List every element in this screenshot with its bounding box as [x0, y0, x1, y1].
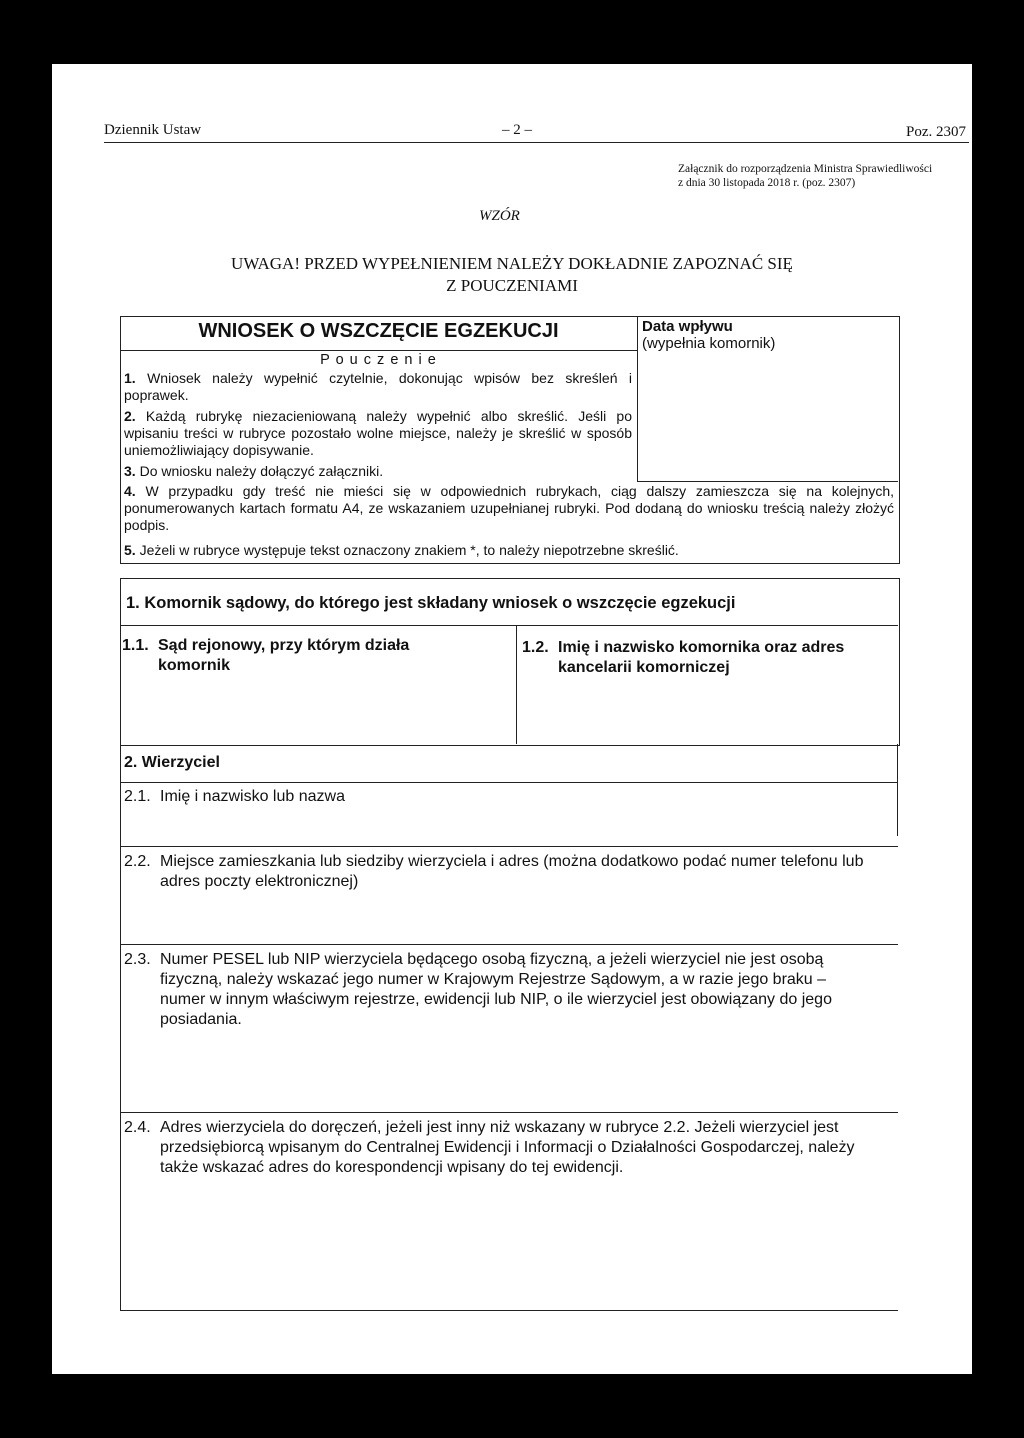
journal-name: Dziennik Ustaw	[104, 122, 202, 138]
instruction-number: 4.	[124, 483, 136, 499]
page-number: – 2 –	[502, 122, 532, 138]
field-number: 2.3.	[124, 951, 151, 968]
field-1-2-label	[522, 638, 894, 676]
field-2-1-label	[124, 787, 894, 807]
section-2-rule	[120, 782, 898, 783]
instruction-number: 3.	[124, 463, 136, 479]
field-1-1-label	[122, 636, 512, 674]
field-2-2-input[interactable]	[122, 894, 897, 942]
field-label: Numer PESEL lub NIP wierzyciela będącego osobą fizyczną, a jeżeli wierzyciel nie jest osobą fizyczną, należy wskazać jego numer w Krajowym Rejestrze Sądowym, a w razie jego braku – numer w innym właściwym rejestrze, ewidencji lub NIP, o ile wierzyciel jest obowiązany do jego posiadania.	[160, 951, 832, 1028]
warning-text	[52, 253, 972, 297]
instruction-1	[124, 370, 632, 404]
field-2-3-input[interactable]	[122, 1039, 897, 1109]
field-label: Imię i nazwisko komornika oraz adres kancelarii komorniczej	[558, 639, 845, 676]
instruction-number: 5.	[124, 542, 136, 558]
template-label: WZÓR	[479, 208, 520, 224]
date-received-label: Data wpływu	[642, 318, 733, 335]
field-2-3-rule	[120, 944, 898, 945]
instruction-text: W przypadku gdy treść nie mieści się w odpowiednich rubrykach, ciąg dalszy zamieszcza się na kolejnych, ponumerowanych kartach formatu A4, ze wskazaniem uzupełnianej rubryki. Pod dodaną do wniosku treścią należy złożyć podpis.	[124, 483, 895, 533]
section-2-bottom-rule	[120, 1310, 898, 1311]
field-1-2-input[interactable]	[518, 684, 898, 744]
annex-note	[678, 162, 932, 190]
form-title: WNIOSEK O WSZCZĘCIE EGZEKUCJI	[198, 320, 559, 342]
field-2-1-input[interactable]	[122, 809, 897, 845]
date-received-box[interactable]	[642, 318, 892, 352]
field-number: 1.2.	[522, 639, 549, 656]
section-2-title: 2. Wierzyciel	[124, 754, 220, 771]
instruction-2	[124, 408, 632, 459]
section-1-rule	[120, 625, 898, 626]
field-2-4-label	[124, 1118, 896, 1176]
document-page	[52, 64, 972, 1374]
section-2-right-border	[897, 744, 898, 836]
date-box-divider	[637, 316, 638, 482]
annex-line-2: z dnia 30 listopada 2018 r. (poz. 2307)	[678, 177, 856, 189]
field-label: Adres wierzyciela do doręczeń, jeżeli jest inny niż wskazany w rubryce 2.2. Jeżeli wierzyciel jest przedsiębiorcą wpisanym do Centralnej Ewidencji i Informacji o Działalności Gospodarczej, należy także wskazać adres do korespondencji wpisany do tej ewidencji.	[160, 1119, 855, 1176]
instruction-text: Jeżeli w rubryce występuje tekst oznaczony znakiem *, to należy niepotrzebne skreślić.	[139, 542, 679, 558]
field-label: Sąd rejonowy, przy którym działa komornik	[158, 637, 410, 674]
date-received-note: (wypełnia komornik)	[642, 335, 776, 352]
field-number: 2.1.	[124, 788, 151, 805]
field-2-4-rule	[120, 1112, 898, 1113]
position-number: Poz. 2307	[906, 124, 966, 140]
field-1-1-input[interactable]	[120, 684, 516, 744]
field-number: 2.4.	[124, 1119, 151, 1136]
instructions-title: P o u c z e n i e	[320, 352, 437, 368]
field-2-2-rule	[120, 846, 898, 847]
warning-line-1: UWAGA! PRZED WYPEŁNIENIEM NALEŻY DOKŁADNIE ZAPOZNAĆ SIĘ	[231, 254, 793, 273]
instruction-text: Każdą rubrykę niezacieniowaną należy wypełnić albo skreślić. Jeśli po wpisaniu treści w rubryce pozostało wolne miejsce, należy je skreślić w sposób uniemożliwiający dopisywanie.	[124, 408, 632, 458]
instruction-3	[124, 463, 632, 480]
section-2-left-border	[120, 744, 121, 1310]
field-label: Miejsce zamieszkania lub siedziby wierzyciela i adres (można dodatkowo podać numer telefonu lub adres poczty elektronicznej)	[160, 853, 864, 890]
field-number: 1.1.	[122, 637, 149, 654]
annex-line-1: Załącznik do rozporządzenia Ministra Sprawiedliwości	[678, 163, 933, 175]
title-rule	[120, 350, 637, 351]
instruction-text: Do wniosku należy dołączyć załączniki.	[139, 463, 384, 479]
field-2-4-input[interactable]	[122, 1184, 897, 1308]
instruction-number: 2.	[124, 408, 136, 424]
header-rule	[104, 142, 969, 143]
instruction-4	[124, 483, 894, 534]
section-1-divider	[516, 625, 517, 744]
field-2-2-label	[124, 852, 894, 890]
field-number: 2.2.	[124, 853, 151, 870]
instruction-5	[124, 542, 894, 559]
instruction-text: Wniosek należy wypełnić czytelnie, dokonując wpisów bez skreśleń i poprawek.	[124, 370, 632, 403]
instruction-number: 1.	[124, 370, 136, 386]
date-box-bottom	[637, 481, 898, 482]
section-1-title: 1. Komornik sądowy, do którego jest składany wniosek o wszczęcie egzekucji	[126, 594, 736, 612]
field-label: Imię i nazwisko lub nazwa	[160, 788, 345, 805]
warning-line-2: Z POUCZENIAMI	[446, 276, 578, 295]
field-2-3-label	[124, 950, 894, 1028]
